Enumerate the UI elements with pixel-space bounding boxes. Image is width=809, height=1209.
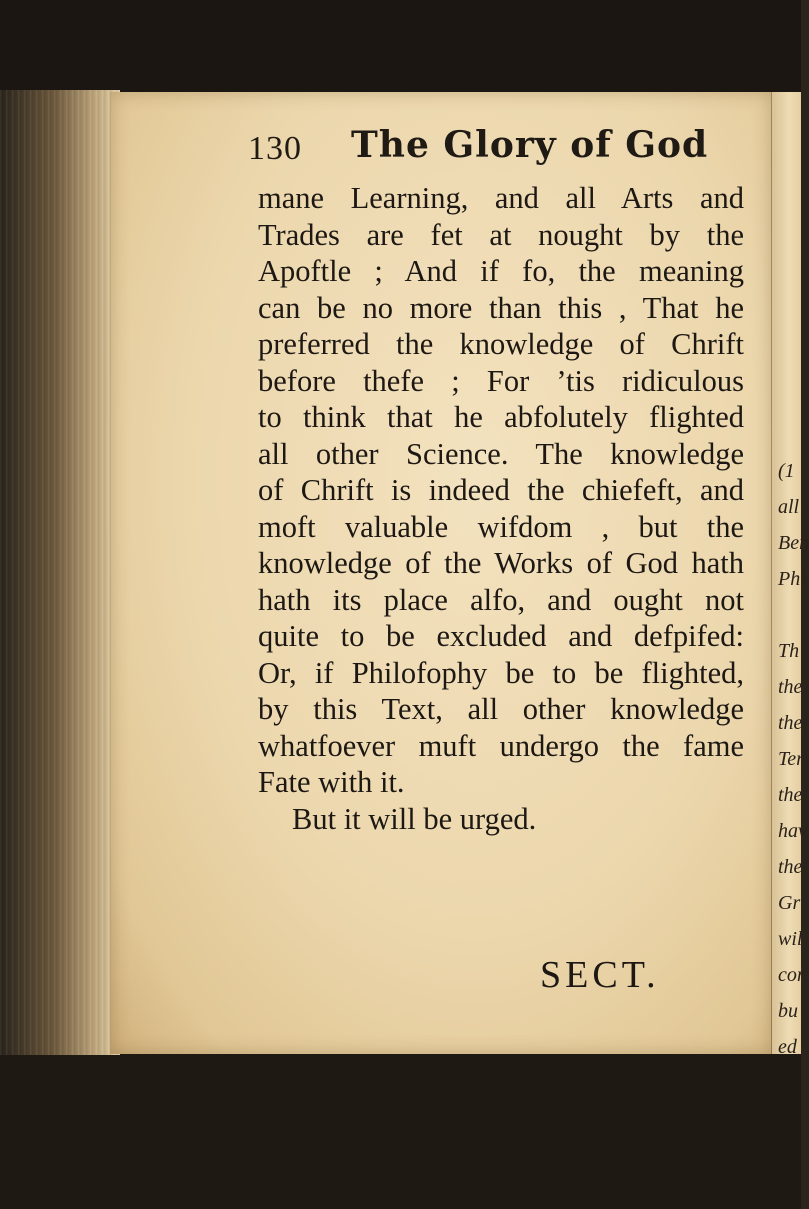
adjacent-fragment: the	[778, 856, 803, 878]
text-line: before thefe ; For ’tis ridiculous	[258, 363, 744, 398]
adjacent-fragment: the	[778, 712, 803, 734]
text-line: hath its place alfo, and ought not	[258, 582, 744, 617]
adjacent-fragment: Phi	[778, 568, 806, 590]
text-line: moft valuable wifdom , but the	[258, 509, 744, 544]
text-line: knowledge of the Works of God hath	[258, 546, 744, 580]
running-title: The Glory of God	[351, 124, 709, 166]
adjacent-fragment: bu	[778, 1000, 798, 1022]
text-line: Fate with it.	[258, 765, 405, 799]
adjacent-fragment: wil	[778, 928, 803, 950]
text-line: by this Text, all other knowledge	[258, 692, 744, 726]
text-line: preferred the knowledge of Chrift	[258, 327, 744, 361]
top-shadow	[0, 0, 801, 95]
text-line: of Chrift is indeed the chiefeft, and	[258, 473, 744, 507]
page-edges-left	[0, 90, 120, 1055]
text-line: quite to be excluded and defpifed:	[258, 619, 744, 653]
adjacent-fragment: the	[778, 784, 803, 806]
page-header	[248, 124, 709, 174]
adjacent-fragment: hav	[778, 820, 807, 842]
catchword: SECT.	[540, 954, 660, 996]
text-line: to think that he abfolutely flighted	[258, 400, 744, 434]
text-line: can be no more than this , That he	[258, 290, 744, 325]
adjacent-fragment: (1	[778, 460, 795, 482]
page-number: 130	[248, 130, 302, 167]
adjacent-fragment: Th	[778, 640, 800, 662]
adjacent-fragment: all	[778, 496, 800, 518]
text-line: all other Science. The knowledge	[258, 436, 744, 471]
adjacent-page	[772, 92, 809, 1058]
bottom-shadow	[0, 1050, 801, 1209]
text-line: Apoftle ; And if fo, the meaning	[258, 254, 744, 288]
text-line: Trades are fet at nought by the	[258, 217, 744, 252]
text-line: mane Learning, and all Arts and	[258, 181, 744, 215]
adjacent-fragment: the	[778, 676, 803, 698]
adjacent-fragment: ed	[778, 1036, 797, 1058]
adjacent-fragment: Ter	[778, 748, 804, 770]
adjacent-fragment: cor	[778, 964, 805, 986]
adjacent-fragment: Gr	[778, 892, 801, 914]
adjacent-fragment: Ben	[778, 532, 809, 554]
text-line: But it will be urged.	[292, 801, 537, 836]
text-line: Or, if Philofophy be to be flighted,	[258, 655, 744, 690]
body-text	[258, 180, 744, 837]
text-line: whatfoever muft undergo the fame	[258, 728, 744, 763]
